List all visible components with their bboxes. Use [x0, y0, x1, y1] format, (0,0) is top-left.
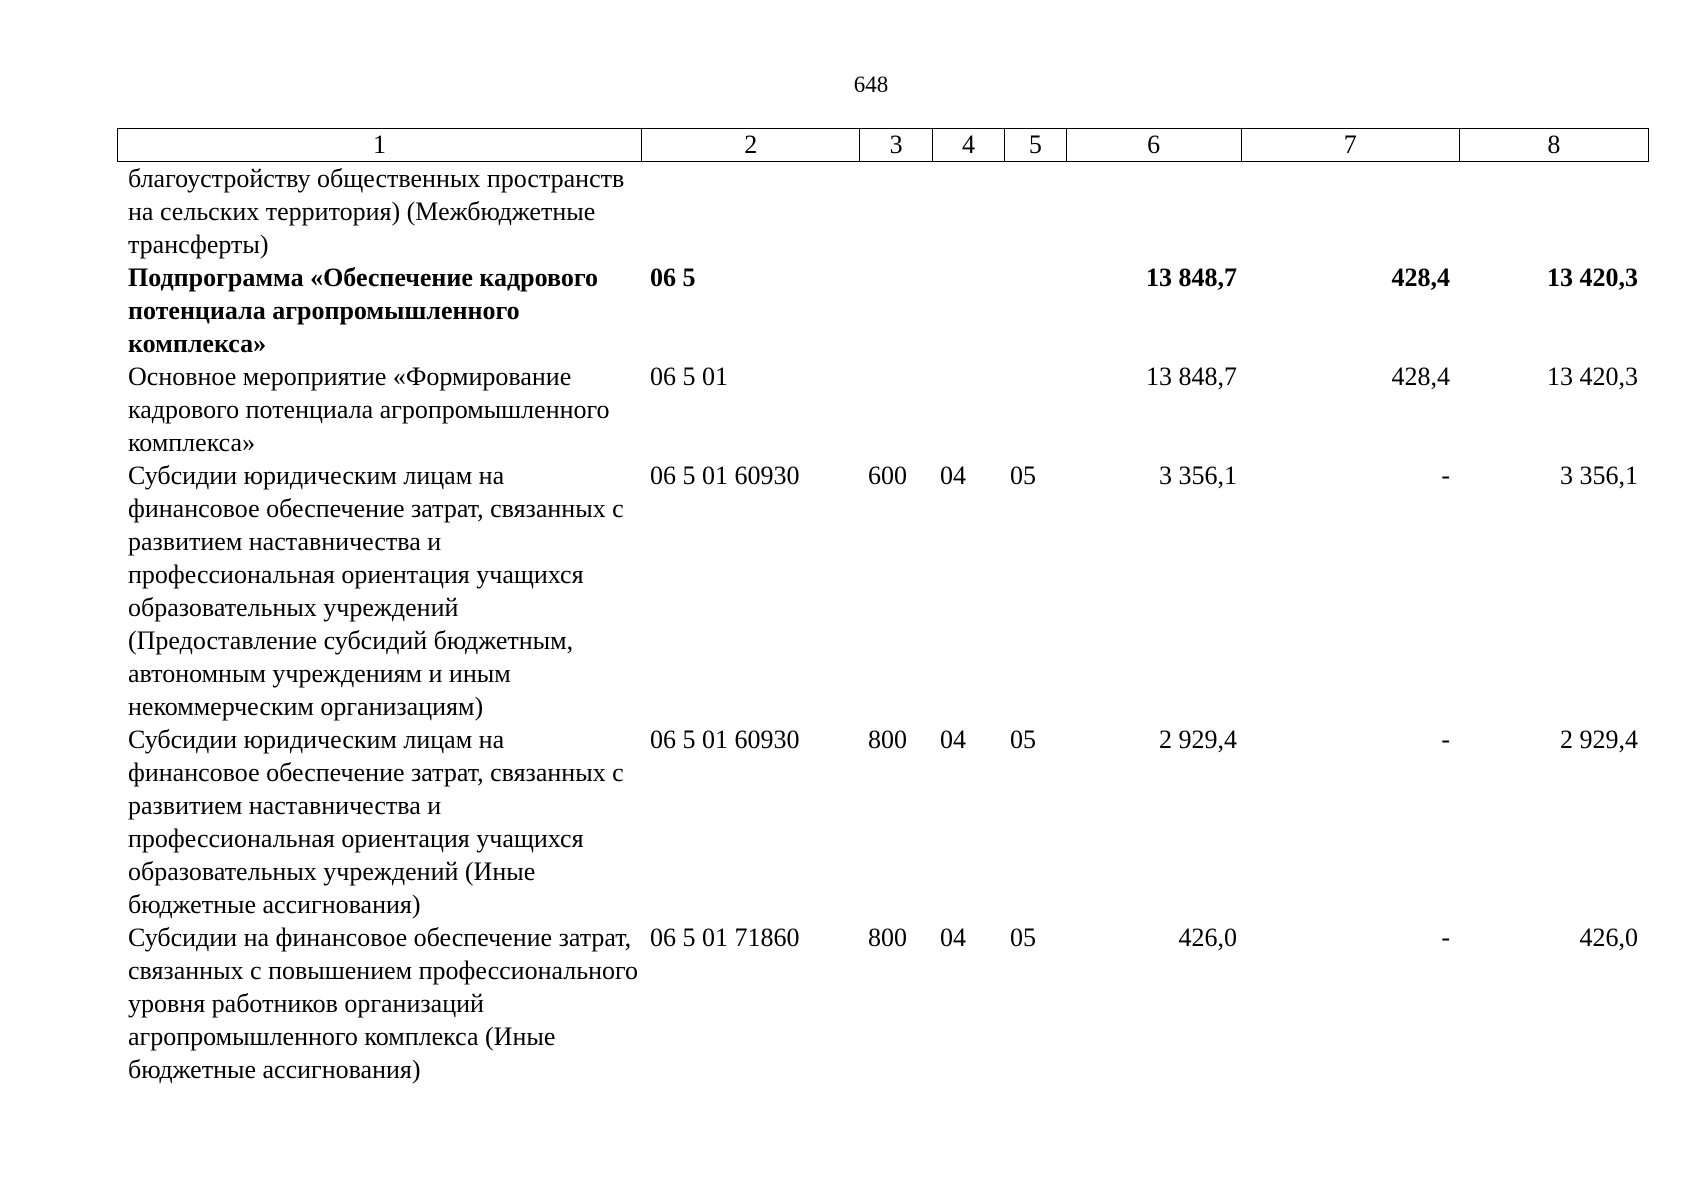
row-code: 06 5 01 71860 — [650, 923, 800, 952]
row-code: 06 5 01 60930 — [650, 461, 800, 490]
row-col8: 3 356,1 — [1560, 461, 1638, 490]
table-row — [117, 921, 1649, 1086]
row-pr: 05 — [1010, 923, 1036, 952]
header-col-1: 1 — [118, 129, 642, 162]
header-col-6: 6 — [1066, 129, 1241, 162]
table-header — [117, 128, 1649, 162]
table-row — [117, 162, 1649, 261]
row-pr: 05 — [1010, 725, 1036, 754]
page-number: 648 — [853, 72, 889, 97]
row-col8: 13 420,3 — [1547, 362, 1638, 391]
row-col7: - — [1441, 923, 1450, 952]
row-vr: 600 — [868, 461, 907, 490]
row-pr: 05 — [1010, 461, 1036, 490]
row-col8: 426,0 — [1579, 923, 1638, 952]
row-rz: 04 — [940, 923, 966, 952]
row-total: 13 848,7 — [1146, 362, 1237, 391]
row-code: 06 5 01 — [650, 362, 728, 391]
row-col7: - — [1441, 725, 1450, 754]
row-col7: 428,4 — [1391, 263, 1450, 292]
row-vr: 800 — [868, 923, 907, 952]
row-name: Субсидии на финансовое обеспечение затрат, связанных с повышением профессионального уровня работников организаций агропромышленного комплекса (Иные бюджетные ассигнования) — [128, 923, 639, 1084]
header-col-5: 5 — [1005, 129, 1066, 162]
row-rz: 04 — [940, 725, 966, 754]
table-row — [117, 360, 1649, 459]
row-total: 426,0 — [1178, 923, 1237, 952]
row-total: 3 356,1 — [1159, 461, 1237, 490]
table-row — [117, 261, 1649, 360]
row-total: 2 929,4 — [1159, 725, 1237, 754]
row-code: 06 5 01 60930 — [650, 725, 800, 754]
row-col7: - — [1441, 461, 1450, 490]
header-col-8: 8 — [1459, 129, 1648, 162]
table-row — [117, 459, 1649, 723]
table-body — [117, 162, 1649, 1086]
row-name: благоустройству общественных пространств на сельских территория) (Межбюджетные трансферты) — [128, 164, 625, 259]
row-rz: 04 — [940, 461, 966, 490]
header-col-4: 4 — [932, 129, 1004, 162]
row-code: 06 5 — [650, 263, 696, 292]
row-col8: 13 420,3 — [1547, 263, 1638, 292]
header-col-3: 3 — [860, 129, 932, 162]
row-vr: 800 — [868, 725, 907, 754]
header-col-2: 2 — [642, 129, 860, 162]
row-col8: 2 929,4 — [1560, 725, 1638, 754]
row-name: Субсидии юридическим лицам на финансовое обеспечение затрат, связанных с развитием наставничества и профессиональная ориентация учащихся образовательных учреждений (Предоставление субсидий бюджетным, автономным учреждениям и иным некоммерческим организациям) — [128, 461, 624, 721]
row-total: 13 848,7 — [1146, 263, 1237, 292]
table-row — [117, 723, 1649, 921]
header-col-7: 7 — [1241, 129, 1459, 162]
row-name: Основное мероприятие «Формирование кадрового потенциала агропромышленного комплекса» — [128, 362, 610, 457]
row-name: Субсидии юридическим лицам на финансовое обеспечение затрат, связанных с развитием наставничества и профессиональная ориентация учащихся образовательных учреждений (Иные бюджетные ассигнования) — [128, 725, 624, 919]
row-name: Подпрограмма «Обеспечение кадрового потенциала агропромышленного комплекса» — [128, 263, 599, 358]
row-col7: 428,4 — [1391, 362, 1450, 391]
